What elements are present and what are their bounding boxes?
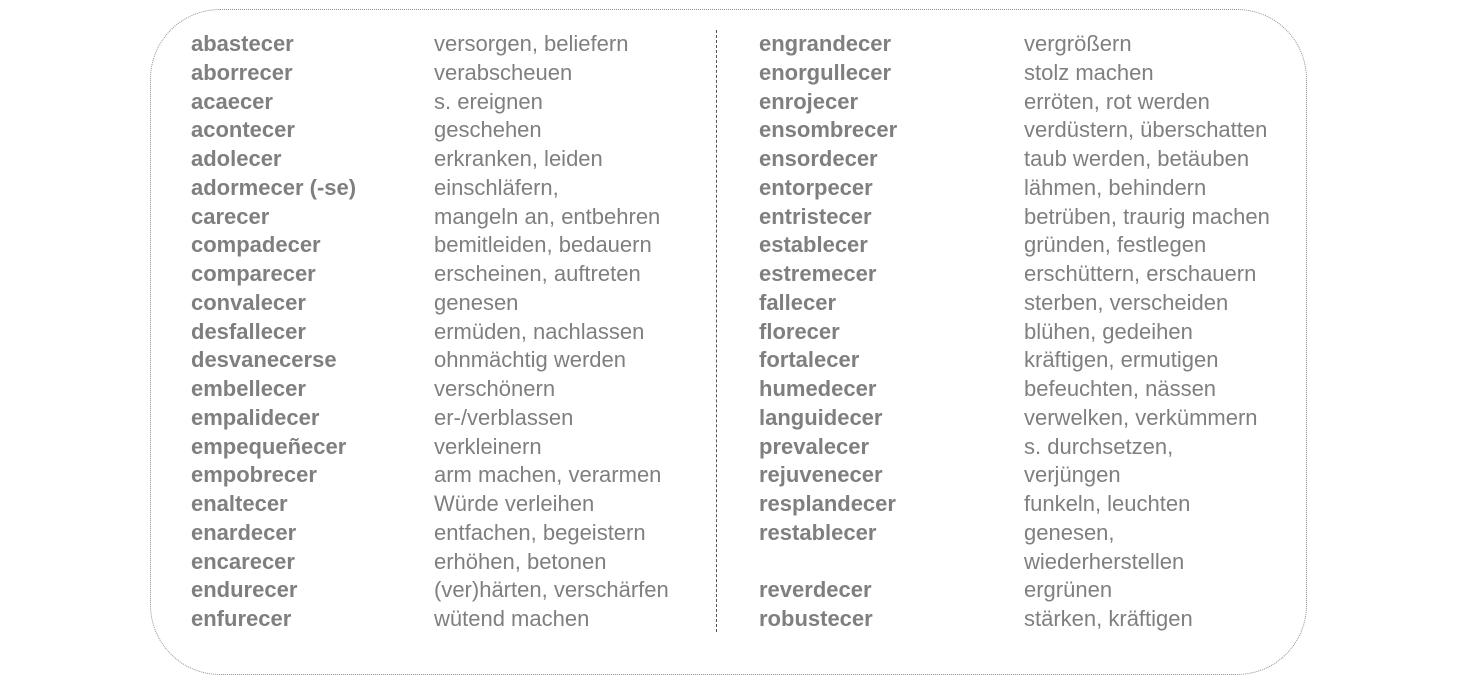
- spanish-verb: convalecer: [191, 289, 306, 315]
- vocab-row: [759, 605, 1314, 634]
- german-translation: verschönern: [434, 376, 556, 401]
- vocab-row: [759, 461, 1314, 490]
- german-translation: wütend machen: [434, 606, 590, 631]
- spanish-verb: carecer: [191, 203, 270, 229]
- german-translation: versorgen, beliefern: [434, 31, 629, 56]
- vocab-row: [191, 404, 714, 433]
- vocab-row: [759, 346, 1314, 375]
- vocab-row: [759, 59, 1314, 88]
- spanish-verb: desfallecer: [191, 318, 306, 344]
- spanish-verb: empobrecer: [191, 462, 317, 488]
- german-translation: stärken, kräftigen: [1024, 606, 1193, 631]
- german-translation: sterben, verscheiden: [1024, 289, 1229, 315]
- vocab-row: [759, 231, 1314, 260]
- vocab-row: [191, 145, 714, 174]
- vocab-row: [191, 260, 714, 289]
- spanish-verb: resplandecer: [759, 491, 896, 516]
- vocab-row: [191, 375, 714, 404]
- vocab-row: [759, 375, 1314, 404]
- german-translation: ergrünen: [1024, 577, 1113, 603]
- vocab-row-continuation: [759, 548, 1314, 577]
- german-translation: betrüben, traurig machen: [1024, 203, 1270, 229]
- spanish-verb: restablecer: [759, 519, 877, 545]
- vocab-row: [191, 490, 714, 519]
- vocab-row: [191, 30, 714, 59]
- vocab-row: [191, 174, 714, 203]
- german-translation: erkranken, leiden: [434, 146, 603, 171]
- vocab-row: [191, 346, 714, 375]
- spanish-verb: desvanecerse: [191, 347, 337, 373]
- vocab-row: [759, 260, 1314, 289]
- spanish-verb: adolecer: [191, 146, 282, 171]
- german-translation: taub werden, betäuben: [1024, 146, 1250, 171]
- spanish-verb: empequeñecer: [191, 433, 347, 459]
- german-translation: befeuchten, nässen: [1024, 376, 1217, 401]
- vocab-row: [191, 289, 714, 318]
- german-translation: einschläfern,: [434, 174, 559, 200]
- german-translation: lähmen, behindern: [1024, 174, 1207, 200]
- spanish-verb: enardecer: [191, 519, 297, 545]
- vocab-row: [759, 174, 1314, 203]
- vocab-row: [759, 30, 1314, 59]
- column-divider: [716, 30, 717, 632]
- german-translation: stolz machen: [1024, 59, 1154, 85]
- spanish-verb: enrojecer: [759, 88, 859, 114]
- german-translation: geschehen: [434, 117, 542, 143]
- german-translation: ermüden, nachlassen: [434, 318, 645, 344]
- german-translation: er-/verblassen: [434, 404, 574, 430]
- vocab-row: [759, 433, 1314, 462]
- right-vocabulary-column: [759, 30, 1314, 634]
- vocab-row: [191, 203, 714, 232]
- spanish-verb: establecer: [759, 232, 868, 258]
- vocab-row: [759, 88, 1314, 117]
- vocab-row: [759, 116, 1314, 145]
- german-translation: funkeln, leuchten: [1024, 491, 1191, 516]
- spanish-verb: languidecer: [759, 404, 883, 430]
- spanish-verb: fallecer: [759, 289, 837, 315]
- spanish-verb: embellecer: [191, 376, 306, 401]
- spanish-verb: adormecer (-se): [191, 174, 357, 200]
- german-translation: (ver)härten, verschärfen: [434, 577, 669, 603]
- spanish-verb: enaltecer: [191, 491, 288, 516]
- spanish-verb: compadecer: [191, 232, 321, 258]
- spanish-verb: rejuvenecer: [759, 462, 883, 488]
- german-translation: genesen,: [1024, 519, 1115, 545]
- vocab-row: [759, 519, 1314, 548]
- german-translation: verjüngen: [1024, 462, 1121, 488]
- vocab-row: [191, 116, 714, 145]
- german-translation: arm machen, verarmen: [434, 462, 662, 488]
- german-translation: verwelken, verkümmern: [1024, 404, 1258, 430]
- spanish-verb: enorgullecer: [759, 59, 892, 85]
- vocab-row: [759, 203, 1314, 232]
- german-translation: verdüstern, überschatten: [1024, 117, 1268, 143]
- vocab-row: [191, 231, 714, 260]
- spanish-verb: endurecer: [191, 577, 298, 603]
- german-translation: wiederherstellen: [1024, 548, 1185, 574]
- german-translation: erröten, rot werden: [1024, 88, 1210, 114]
- spanish-verb: empalidecer: [191, 404, 320, 430]
- vocab-row: [759, 404, 1314, 433]
- german-translation: bemitleiden, bedauern: [434, 232, 652, 258]
- vocab-row: [191, 59, 714, 88]
- german-translation: erschüttern, erschauern: [1024, 261, 1257, 286]
- vocab-row: [191, 605, 714, 634]
- spanish-verb: fortalecer: [759, 347, 860, 373]
- vocab-row: [759, 145, 1314, 174]
- spanish-verb: acontecer: [191, 117, 295, 143]
- spanish-verb: humedecer: [759, 376, 877, 401]
- german-translation: ohnmächtig werden: [434, 347, 627, 373]
- spanish-verb: ensordecer: [759, 146, 878, 171]
- german-translation: Würde verleihen: [434, 491, 595, 516]
- vocab-row: [191, 519, 714, 548]
- spanish-verb: robustecer: [759, 606, 873, 631]
- spanish-verb: florecer: [759, 318, 840, 344]
- vocab-row: [759, 289, 1314, 318]
- german-translation: gründen, festlegen: [1024, 232, 1207, 258]
- spanish-verb: encarecer: [191, 548, 295, 574]
- spanish-verb: reverdecer: [759, 577, 872, 603]
- vocab-row: [191, 433, 714, 462]
- spanish-verb: acaecer: [191, 88, 273, 114]
- vocab-row: [191, 88, 714, 117]
- vocab-row: [191, 318, 714, 347]
- vocab-row: [759, 576, 1314, 605]
- vocab-row: [759, 490, 1314, 519]
- spanish-verb: estremecer: [759, 261, 877, 286]
- german-translation: entfachen, begeistern: [434, 519, 646, 545]
- german-translation: verkleinern: [434, 433, 542, 459]
- spanish-verb: prevalecer: [759, 433, 870, 459]
- german-translation: kräftigen, ermutigen: [1024, 347, 1219, 373]
- spanish-verb: comparecer: [191, 261, 316, 286]
- german-translation: erhöhen, betonen: [434, 548, 607, 574]
- german-translation: mangeln an, entbehren: [434, 203, 661, 229]
- german-translation: erscheinen, auftreten: [434, 261, 641, 286]
- german-translation: vergrößern: [1024, 31, 1132, 56]
- german-translation: verabscheuen: [434, 59, 573, 85]
- german-translation: s. durchsetzen,: [1024, 433, 1174, 459]
- vocab-row: [759, 318, 1314, 347]
- vocab-row: [191, 576, 714, 605]
- spanish-verb: ensombrecer: [759, 117, 898, 143]
- vocab-row: [191, 548, 714, 577]
- german-translation: blühen, gedeihen: [1024, 318, 1193, 344]
- vocab-row: [191, 461, 714, 490]
- german-translation: genesen: [434, 289, 519, 315]
- spanish-verb: abastecer: [191, 31, 294, 56]
- german-translation: s. ereignen: [434, 88, 543, 114]
- spanish-verb: entristecer: [759, 203, 872, 229]
- spanish-verb: entorpecer: [759, 174, 873, 200]
- spanish-verb: enfurecer: [191, 606, 292, 631]
- spanish-verb: engrandecer: [759, 31, 892, 56]
- spanish-verb: aborrecer: [191, 59, 293, 85]
- left-vocabulary-column: [191, 30, 714, 634]
